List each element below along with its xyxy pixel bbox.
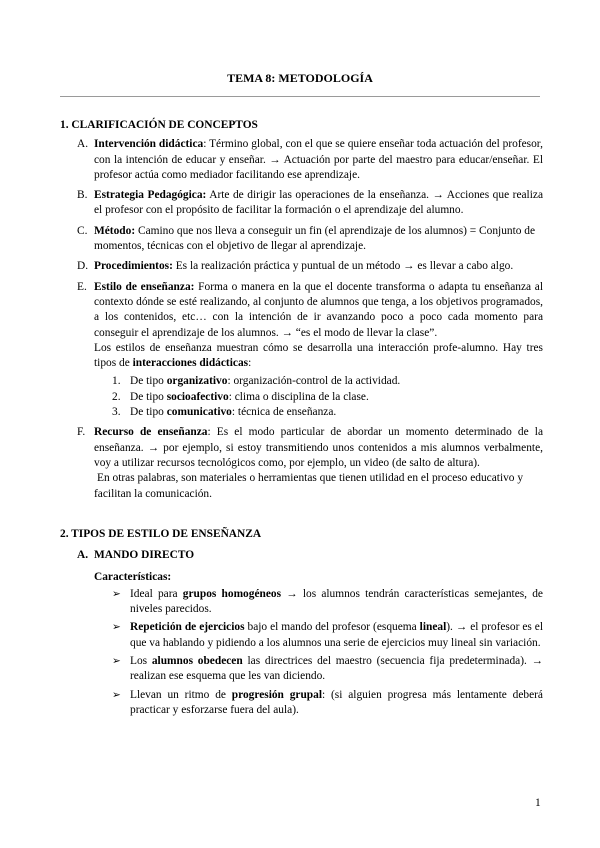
- bold-term: organizativo: [166, 375, 228, 388]
- subsection-title: MANDO DIRECTO: [94, 549, 195, 562]
- title-divider: [60, 96, 540, 97]
- concept-f: [60, 425, 543, 501]
- paragraph-text: :: [248, 357, 252, 370]
- arrow-bullet-icon: ➢: [112, 622, 121, 634]
- concept-text: Camino que nos lleva a conseguir un fin (el aprendizaje de los alumnos) = Conjunto de momentos, técnicas con el objetivo de llegar al aprendizaje.: [94, 224, 536, 253]
- list-number: 3.: [112, 406, 121, 419]
- bullet-item: [60, 620, 543, 651]
- interaction-list-item: [60, 374, 543, 389]
- list-text: : organización-control de la actividad.: [227, 375, 401, 388]
- arrow-bullet-icon: ➢: [112, 689, 121, 701]
- interaction-list-item: [60, 390, 543, 405]
- item-label: A.: [77, 138, 89, 151]
- bold-term: comunicativo: [166, 406, 232, 419]
- bullet-text: Ideal para: [130, 587, 183, 600]
- list-text: : técnica de enseñanza.: [231, 406, 337, 419]
- item-label: C.: [77, 224, 88, 237]
- item-label: D.: [77, 260, 89, 273]
- list-text: De tipo: [130, 375, 167, 388]
- concept-term: Estilo de enseñanza:: [94, 280, 195, 293]
- bullet-text: : (si alguien progresa más lentamente deberá practicar y esforzarse fuera del aula).: [130, 688, 543, 716]
- bullet-item: [60, 587, 543, 618]
- paragraph-text: En otras palabras, son materiales o herramientas que tienen utilidad en el proceso educativo y facilitan la comunicación.: [94, 472, 524, 500]
- bold-term: interacciones didácticas: [132, 357, 249, 370]
- bold-term: lineal: [419, 621, 447, 634]
- bullet-text: → los alumnos tendrán características semejantes, de niveles parecidos.: [130, 587, 543, 616]
- page-title: TEMA 8: METODOLOGÍA: [227, 71, 373, 85]
- concept-text: Arte de dirigir las operaciones de la enseñanza. → Acciones que realiza el profesor con el propósito de facilitar la formación o el aprendizaje del alumno.: [94, 189, 543, 217]
- concept-term: Estrategia Pedagógica:: [94, 189, 207, 202]
- concept-f-paragraph-1: [94, 425, 543, 471]
- characteristics-heading: Características:: [94, 571, 172, 584]
- arrow-bullet-icon: ➢: [112, 655, 121, 667]
- concept-term: Intervención didáctica: [94, 138, 204, 151]
- bullet-text: las directrices del maestro (secuencia fija predeterminada). → realizan ese esquema que les van diciendo.: [130, 654, 543, 683]
- list-number: 1.: [112, 375, 121, 388]
- bullet-item: [60, 688, 543, 719]
- concept-text: : Término global, con el que se quiere enseñar toda actuación del profesor, con la intención de educar y enseñar. → Actuación por parte del maestro para educar/enseñar. El profesor actúa como mediador facilitando ese aprendizaje.: [94, 138, 543, 181]
- bullet-item: [60, 654, 543, 685]
- bold-term: socioafectivo: [166, 390, 229, 403]
- bold-term: Repetición de ejercicios: [130, 621, 245, 634]
- bullet-text: ). → el profesor es el que va hablando y pidiendo a los alumnos una serie de ejercicios muy lineal sin variación.: [130, 621, 544, 649]
- concept-term: Procedimientos:: [94, 260, 173, 273]
- concept-d: [60, 259, 543, 274]
- item-label: E.: [77, 280, 87, 293]
- bold-term: alumnos obedecen: [151, 654, 243, 667]
- bullet-text: bajo el mando del profesor (esquema: [244, 621, 420, 634]
- concept-c: [60, 224, 543, 255]
- subsection-a-heading: [60, 548, 543, 563]
- item-label: A.: [77, 549, 89, 562]
- bullet-text: Los: [130, 654, 152, 667]
- list-text: : clima o disciplina de la clase.: [228, 390, 369, 403]
- page-number: 1: [535, 797, 541, 809]
- concept-term: Recurso de enseñanza: [94, 426, 208, 439]
- concept-e-paragraph-2: [94, 341, 543, 372]
- item-label: B.: [77, 189, 88, 202]
- concept-text: Es la realización práctica y puntual de un método → es llevar a cabo algo.: [172, 260, 514, 273]
- list-number: 2.: [112, 390, 121, 403]
- document-body: [60, 118, 543, 721]
- list-text: De tipo: [130, 406, 167, 419]
- arrow-bullet-icon: ➢: [112, 588, 121, 600]
- list-text: De tipo: [130, 390, 167, 403]
- item-label: F.: [77, 426, 86, 439]
- concept-text: Forma o manera en la que el docente transforma o adapta tu enseñanza al contexto dónde se esté realizando, al conjunto de alumnos que tenga, a los objetivos programados, a los contenidos, etc… con la intención de ir avanzando poco a poco cada momento para conseguir el aprendizaje de los alumnos. → “es el modo de llevar la clase”.: [94, 280, 543, 339]
- interaction-list-item: [60, 405, 543, 420]
- section-2-heading: 2. TIPOS DE ESTILO DE ENSEÑANZA: [60, 527, 262, 540]
- bold-term: progresión grupal: [231, 688, 323, 701]
- section-1-heading: 1. CLARIFICACIÓN DE CONCEPTOS: [60, 119, 258, 131]
- concept-a: [60, 137, 543, 183]
- concept-e-paragraph-1: [94, 280, 543, 341]
- bold-term: grupos homogéneos: [182, 587, 282, 600]
- bullet-text: Llevan un ritmo de: [130, 688, 232, 701]
- concept-text: : Es el modo particular de abordar un momento determinado de la enseñanza. → por ejemplo, si estoy transmitiendo unos contenidos a mis alumnos verbalmente, voy a utilizar recursos tecnológicos como, por ejemplo, un video (de salto de altura).: [94, 426, 543, 469]
- concept-term: Método:: [94, 224, 136, 237]
- concept-b: [60, 188, 543, 219]
- concept-f-paragraph-2: [94, 471, 543, 502]
- concept-e: [60, 280, 543, 372]
- paragraph-text: Los estilos de enseñanza muestran cómo se desarrolla una interacción profe-alumno. Hay tres tipos de: [94, 341, 543, 370]
